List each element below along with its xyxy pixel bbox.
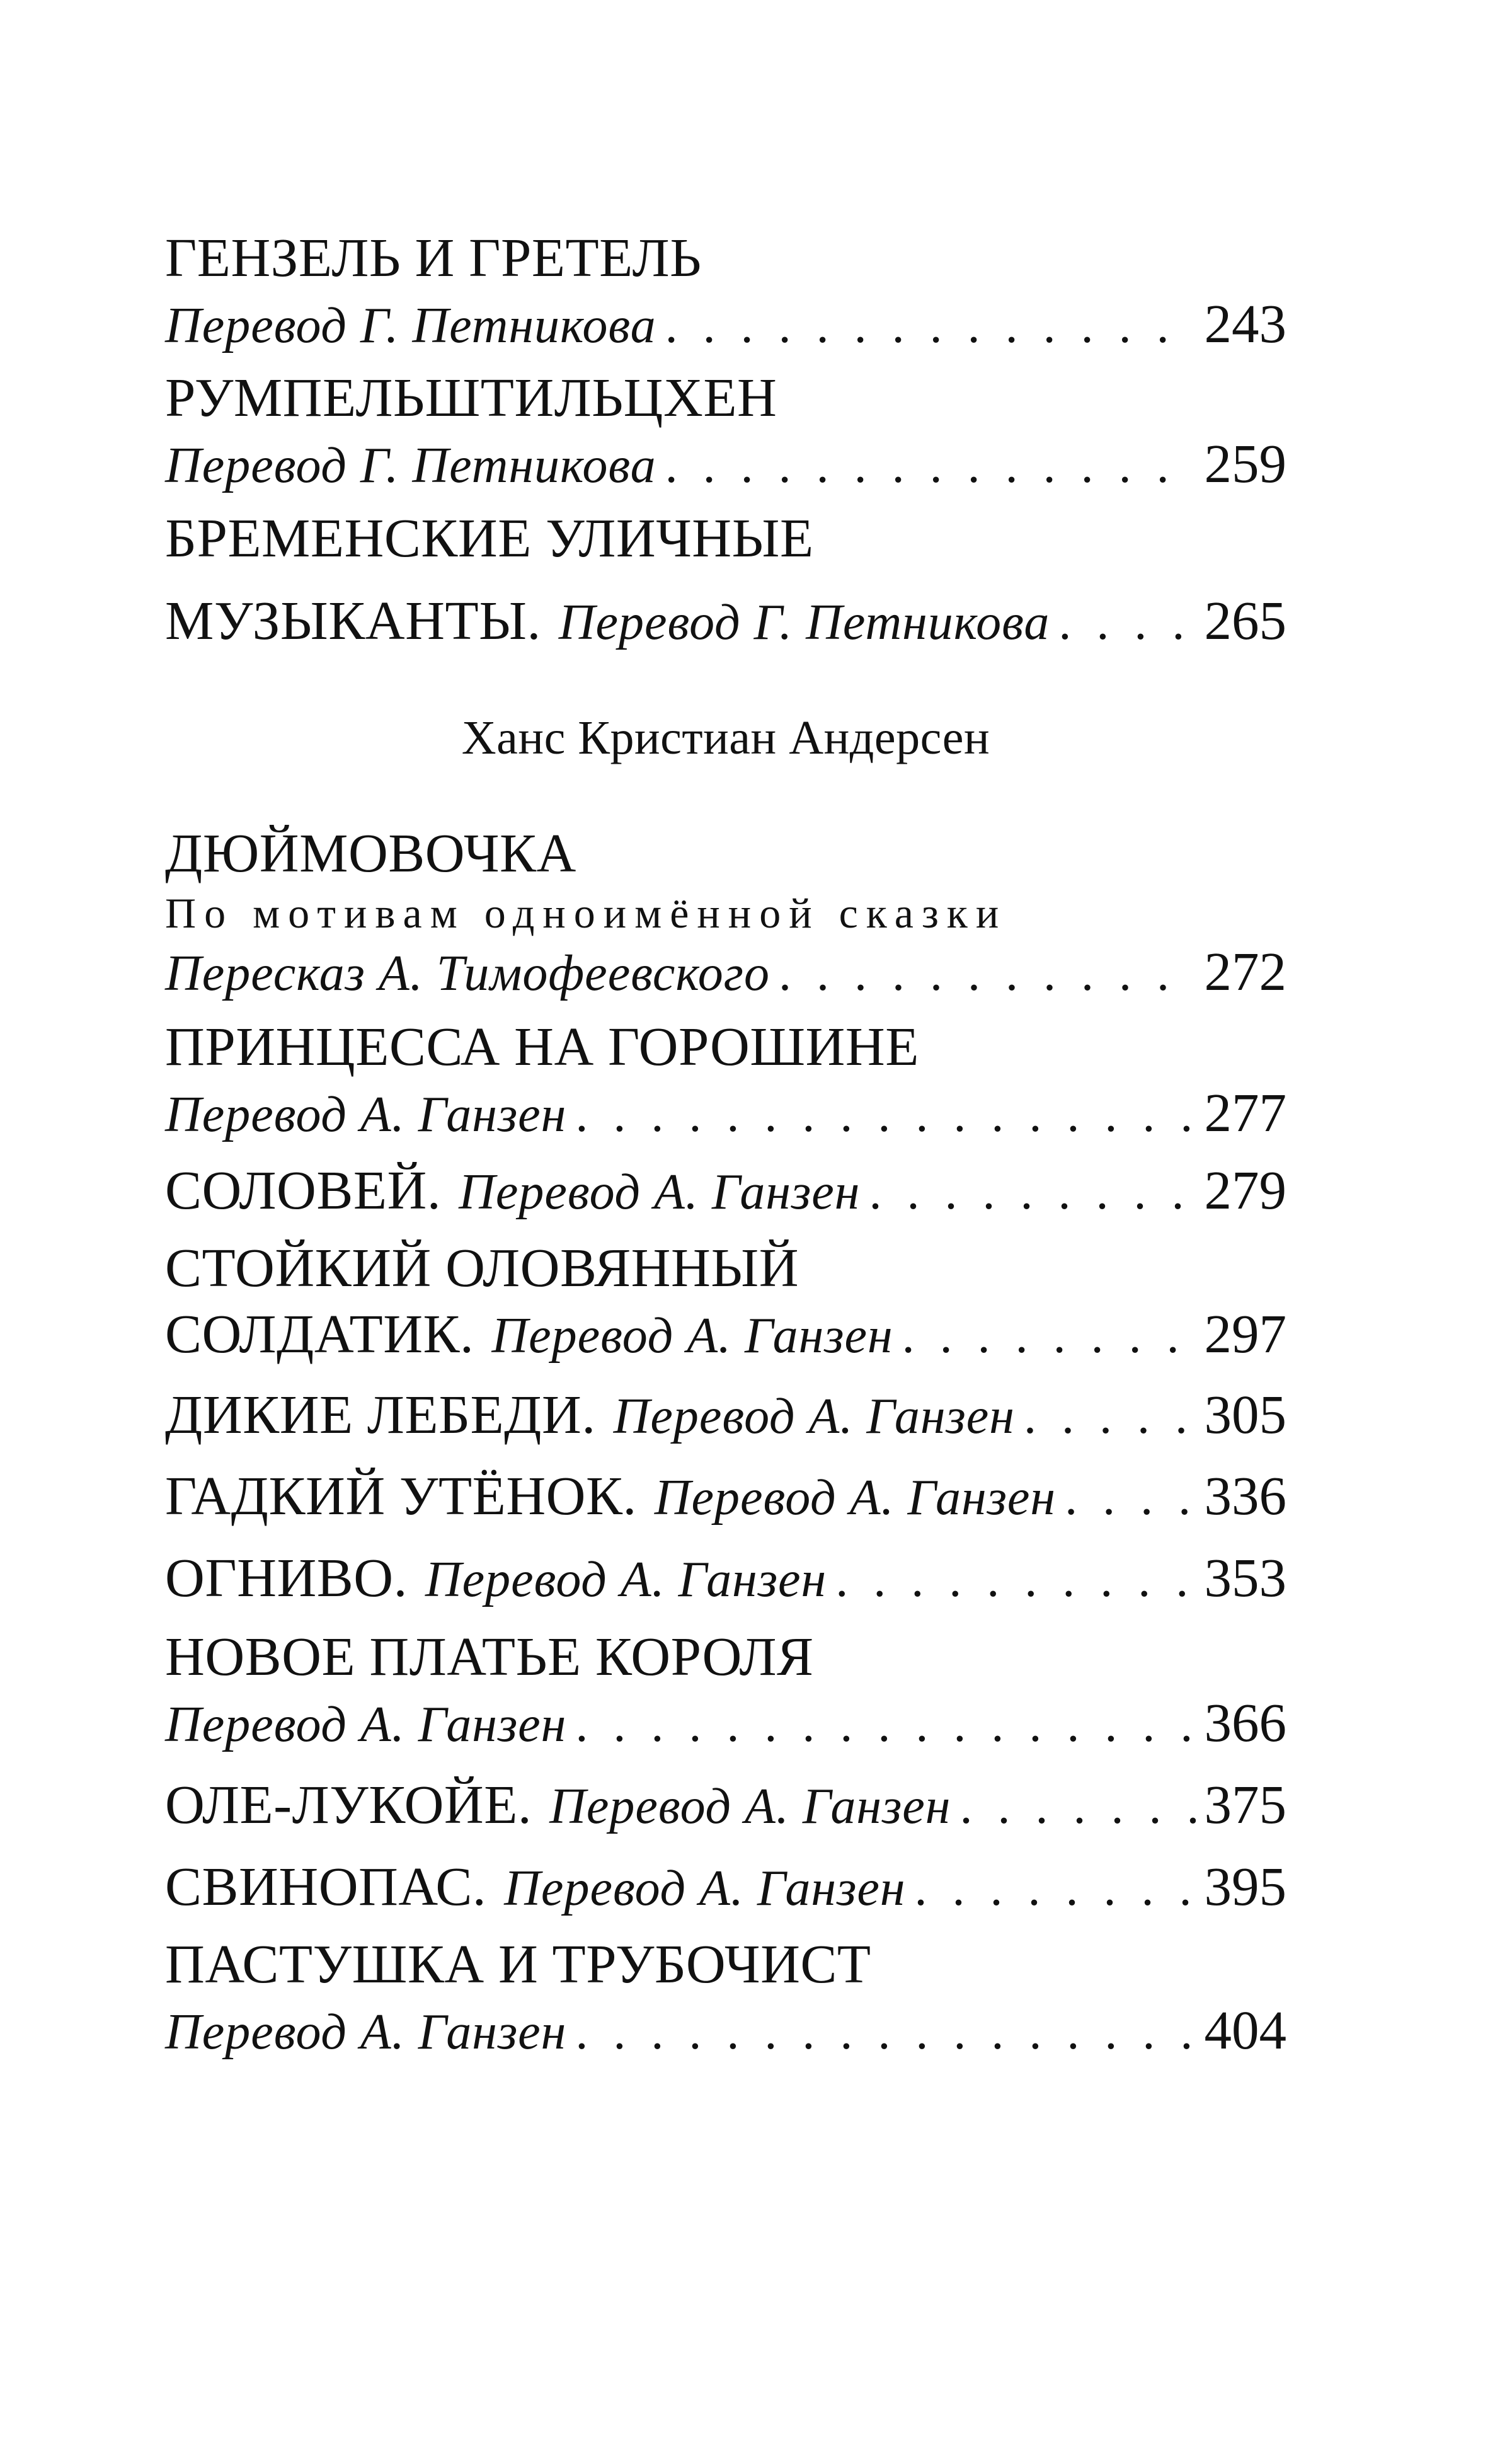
dot-leader — [665, 301, 1196, 351]
toc-entry-translator: Перевод Г. Петникова — [558, 595, 1050, 650]
toc-entry-title: СТОЙКИЙ ОЛОВЯННЫЙ — [165, 1237, 799, 1298]
dot-leader — [915, 1863, 1196, 1914]
toc-entry-translator: Перевод Г. Петникова — [165, 438, 656, 493]
toc-entry-page: 404 — [1204, 1999, 1286, 2061]
toc-entry-title: СОЛОВЕЙ. — [165, 1159, 442, 1221]
toc-entry-title: СВИНОПАС. — [165, 1856, 487, 1917]
toc-entry-page: 297 — [1204, 1303, 1286, 1364]
toc-entry-row[interactable] — [165, 1384, 1286, 1445]
toc-entry-translator: Перевод А. Ганзен — [491, 1308, 893, 1364]
toc-entry-row[interactable] — [165, 1465, 1286, 1526]
toc-entry-subtitle: По мотивам одноимённой сказки — [165, 889, 1007, 937]
author-heading: Ханс Кристиан Андерсен — [461, 711, 990, 764]
toc-entry-row[interactable] — [165, 941, 1286, 1002]
toc-entry-title: ОГНИВО. — [165, 1547, 408, 1608]
toc-entry-row[interactable] — [165, 590, 1286, 651]
toc-entry-page: 265 — [1204, 590, 1286, 651]
toc-entry-translator: Пересказ А. Тимофеевского — [165, 946, 770, 1001]
toc-entry-translator: Перевод А. Ганзен — [504, 1861, 906, 1916]
toc-entry-page: 279 — [1204, 1159, 1286, 1221]
toc-entry-title: ГАДКИЙ УТЁНОК. — [165, 1465, 637, 1526]
toc-entry-translator: Перевод А. Ганзен — [654, 1470, 1057, 1526]
toc-entry-row[interactable] — [165, 1303, 1286, 1364]
toc-entry-title: ПРИНЦЕССА НА ГОРОШИНЕ — [165, 1016, 919, 1077]
dot-leader — [1065, 1473, 1195, 1523]
toc-entry-page: 277 — [1204, 1082, 1286, 1143]
toc-entry-row[interactable] — [165, 1774, 1286, 1835]
toc-entry-title: ДИКИЕ ЛЕБЕДИ. — [165, 1384, 596, 1445]
toc-entry-translator: Перевод Г. Петникова — [165, 298, 656, 354]
toc-entry-translator: Перевод А. Ганзен — [165, 1697, 567, 1752]
dot-leader — [575, 2007, 1195, 2057]
dot-leader — [1058, 597, 1195, 648]
toc-entry-title: ОЛЕ-ЛУКОЙЕ. — [165, 1774, 532, 1835]
toc-entry-page: 305 — [1204, 1384, 1286, 1445]
toc-entry-translator: Перевод А. Ганзен — [459, 1164, 861, 1220]
toc-entry-page: 366 — [1204, 1692, 1286, 1753]
toc-entry-title-continued: МУЗЫКАНТЫ. — [165, 590, 541, 651]
toc-entry-title: ГЕНЗЕЛЬ И ГРЕТЕЛЬ — [165, 227, 702, 288]
toc-entry-title: ДЮЙМОВОЧКА — [165, 822, 576, 883]
dot-leader — [960, 1781, 1196, 1832]
toc-entry-row[interactable] — [165, 1692, 1286, 1753]
dot-leader — [779, 948, 1196, 999]
toc-entry-page: 272 — [1204, 941, 1286, 1002]
toc-entry-row[interactable] — [165, 1547, 1286, 1608]
toc-entry-title: БРЕМЕНСКИЕ УЛИЧНЫЕ — [165, 507, 814, 568]
toc-entry-page: 353 — [1204, 1547, 1286, 1608]
dot-leader — [575, 1089, 1195, 1140]
toc-entry-row[interactable] — [165, 1159, 1286, 1221]
toc-entry-page: 243 — [1204, 293, 1286, 354]
toc-entry-title: РУМПЕЛЬШТИЛЬЦХЕН — [165, 367, 777, 428]
toc-entry-translator: Перевод А. Ганзен — [549, 1779, 951, 1834]
toc-entry-page: 375 — [1204, 1774, 1286, 1835]
dot-leader — [665, 440, 1196, 491]
dot-leader — [869, 1167, 1195, 1217]
dot-leader — [1024, 1391, 1196, 1442]
toc-entry-row[interactable] — [165, 1082, 1286, 1143]
toc-entry-translator: Перевод А. Ганзен — [425, 1552, 827, 1607]
toc-entry-page: 395 — [1204, 1856, 1286, 1917]
toc-entry-title-continued: СОЛДАТИК. — [165, 1303, 474, 1364]
toc-entry-translator: Перевод А. Ганзен — [165, 1087, 567, 1142]
toc-entry-row[interactable] — [165, 293, 1286, 354]
toc-entry-title: НОВОЕ ПЛАТЬЕ КОРОЛЯ — [165, 1626, 814, 1687]
toc-entry-row[interactable] — [165, 1856, 1286, 1917]
dot-leader — [575, 1699, 1195, 1750]
toc-entry-translator: Перевод А. Ганзен — [613, 1389, 1015, 1444]
dot-leader — [835, 1555, 1195, 1605]
toc-entry-page: 259 — [1204, 433, 1286, 494]
toc-entry-translator: Перевод А. Ганзен — [165, 2004, 567, 2060]
toc-entry-title: ПАСТУШКА И ТРУБОЧИСТ — [165, 1933, 871, 1994]
toc-entry-row[interactable] — [165, 433, 1286, 494]
toc-entry-page: 336 — [1204, 1465, 1286, 1526]
toc-entry-row[interactable] — [165, 1999, 1286, 2061]
dot-leader — [902, 1311, 1196, 1361]
